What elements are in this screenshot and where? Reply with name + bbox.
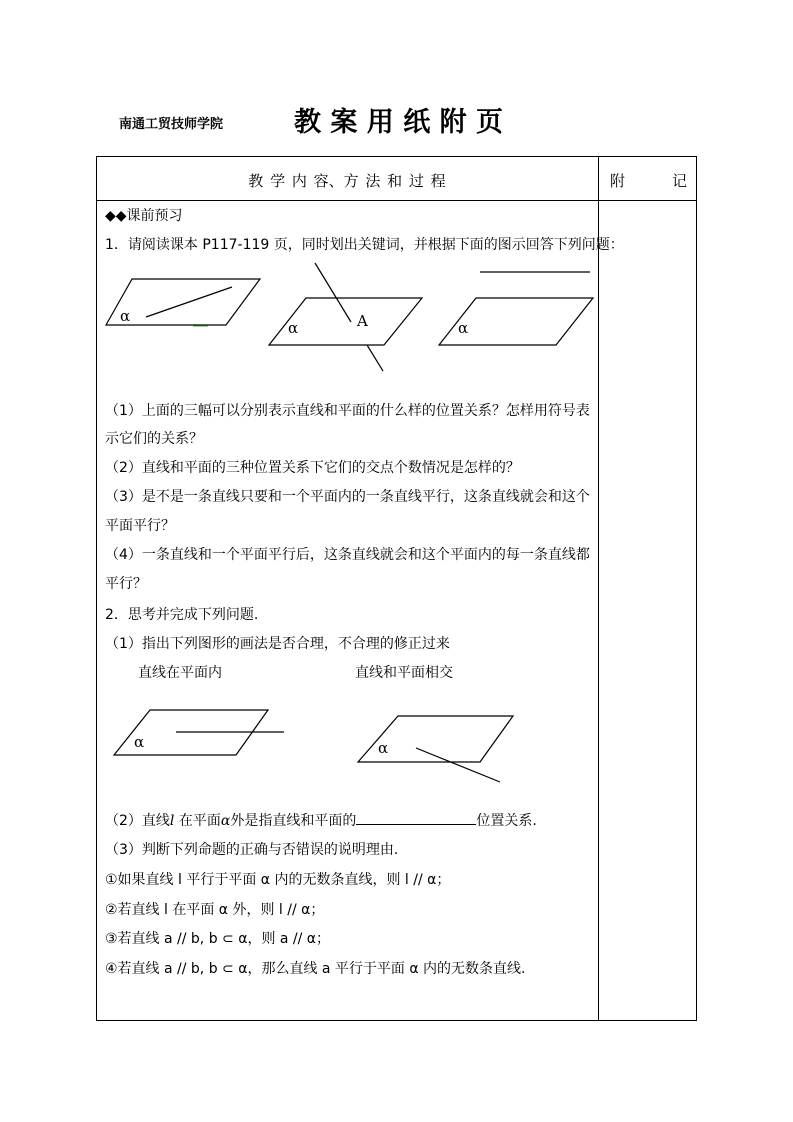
- q2-2-end: 位置关系.: [476, 813, 537, 829]
- school-name: 南通工贸技师学院: [119, 117, 224, 132]
- alpha-label-4: α: [134, 733, 145, 751]
- statement-1: ①如果直线 l 平行于平面 α 内的无数条直线，则 l // α；: [105, 872, 451, 888]
- question-1-3b: 平面平行？: [105, 518, 175, 534]
- question-1-2: （2）直线和平面的三种位置关系下它们的交点个数情况是怎样的？: [105, 460, 520, 476]
- question-2: 2．思考并完成下列问题.: [105, 607, 259, 623]
- column-header-note-a: 附: [610, 172, 626, 190]
- label-line-intersect: 直线和平面相交: [355, 665, 453, 681]
- column-divider: [598, 156, 599, 1021]
- question-2-1: （1）指出下列图形的画法是否合理，不合理的修正过来: [105, 636, 450, 652]
- question-1-4a: （4）一条直线和一个平面平行后，这条直线就会和这个平面内的每一条直线都: [105, 547, 590, 563]
- var-alpha: α: [220, 813, 231, 829]
- question-1-1b: 示它们的关系？: [105, 431, 203, 447]
- question-1-1a: （1）上面的三幅可以分别表示直线和平面的什么样的位置关系？怎样用符号表: [105, 403, 590, 419]
- statement-3: ③若直线 a // b, b ⊂ α，则 a // α；: [105, 931, 331, 947]
- label-line-in-plane: 直线在平面内: [138, 665, 222, 681]
- alpha-label-3: α: [458, 319, 469, 337]
- question-2-3: （3）判断下列命题的正确与否错误的说明理由.: [105, 842, 399, 858]
- question-1-3a: （3）是不是一条直线只要和一个平面内的一条直线平行，这条直线就会和这个: [105, 489, 590, 505]
- q2-2-post: 外是指直线和平面的: [230, 813, 357, 829]
- question-2-2: [105, 810, 537, 830]
- section-title: ◆◆课前预习: [105, 208, 183, 224]
- intersect-line-2: [416, 748, 500, 782]
- question-1-4b: 平行？: [105, 576, 147, 592]
- alpha-label-1: α: [120, 307, 131, 325]
- question-1: 1．请阅读课本 P117-119 页，同时划出关键词，并根据下面的图示回答下列问题：: [105, 237, 624, 253]
- intersect-line-upper: [315, 263, 351, 322]
- statement-4: ④若直线 a // b, b ⊂ α，那么直线 a 平行于平面 α 内的无数条直线.: [105, 961, 526, 977]
- figure-row-2: [96, 700, 598, 790]
- q2-2-pre: （2）直线: [105, 813, 170, 829]
- statement-2: ②若直线 l 在平面 α 外，则 l // α；: [105, 902, 325, 918]
- answer-blank[interactable]: [356, 812, 476, 825]
- page-title: 教 案 用 纸 附 页: [294, 107, 503, 138]
- header-divider: [96, 200, 697, 201]
- intersect-line-lower: [367, 345, 383, 371]
- figure-row-1: [96, 255, 598, 380]
- column-header-note-b: 记: [672, 172, 688, 190]
- q2-2-mid: 在平面: [174, 813, 221, 829]
- alpha-label-2: α: [288, 319, 299, 337]
- alpha-label-5: α: [378, 739, 389, 757]
- line-in-plane-1: [146, 287, 232, 317]
- column-header-content: 教 学 内 容、方 法 和 过 程: [248, 172, 446, 190]
- point-label-a: A: [357, 312, 368, 330]
- var-l: l: [169, 813, 175, 829]
